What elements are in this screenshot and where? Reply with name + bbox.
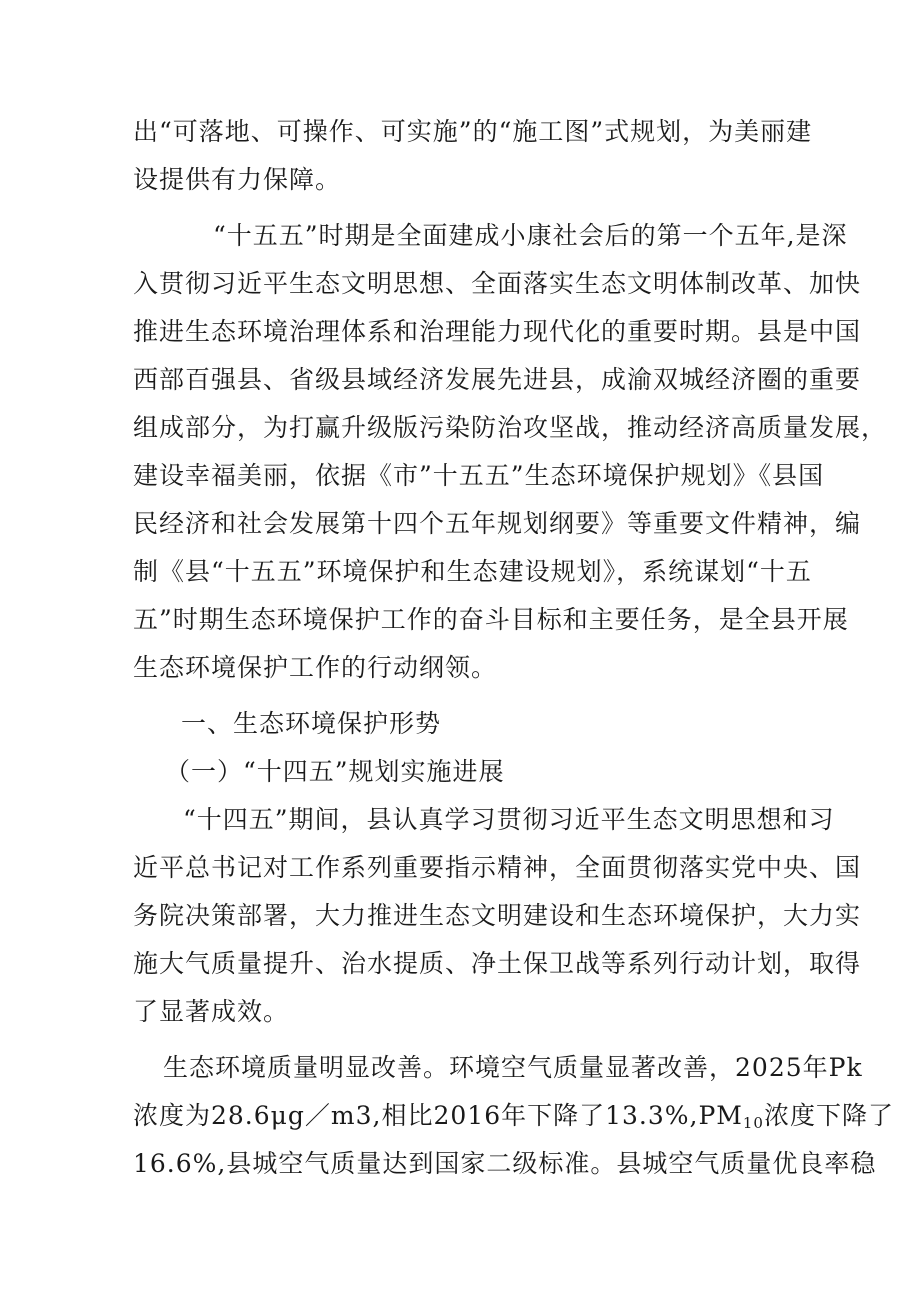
text-line: 民经济和社会发展第十四个五年规划纲要》等重要文件精神，编 — [133, 509, 862, 538]
text-line: 生态环境质量明显改善。环境空气质量显著改善，2025年Pk — [163, 1053, 863, 1082]
paragraph-background — [133, 212, 888, 692]
text-line: 生态环境保护工作的行动纲领。 — [133, 653, 498, 682]
subscript: 10 — [742, 1114, 764, 1132]
section-heading: 一、生态环境保护形势 — [181, 709, 442, 738]
text-line: 西部百强县、省级县域经济发展先进县，成渝双城经济圈的重要 — [133, 365, 862, 394]
text-line: 施大气质量提升、治水提质、净土保卫战等系列行动计划，取得 — [133, 949, 862, 978]
text-line: 五”时期生态环境保护工作的奋斗目标和主要任务，是全县开展 — [133, 605, 849, 634]
text-segment: 浓度下降了 — [763, 1101, 894, 1130]
text-line: 推进生态环境治理体系和治理能力现代化的重要时期。县是中国 — [133, 317, 862, 346]
paragraph-progress — [133, 796, 862, 1036]
paragraph-continuation — [133, 108, 813, 204]
text-line: 制《县“十五五”环境保护和生态建设规划》，系统谋划“十五 — [133, 557, 812, 586]
text-line: 务院决策部署，大力推进生态文明建设和生态环境保护，大力实 — [133, 901, 862, 930]
text-line: “十四五”期间，县认真学习贯彻习近平生态文明思想和习 — [183, 805, 835, 834]
text-segment: 浓度为28.6μg／m3,相比2016年下降了13.3%,PM — [133, 1101, 743, 1130]
paragraph-environment-quality — [133, 1044, 894, 1188]
text-line: “十五五”时期是全面建成小康社会后的第一个五年,是深 — [213, 221, 848, 250]
text-line: 16.6%,县城空气质量达到国家二级标准。县城空气质量优良率稳 — [133, 1149, 877, 1178]
text-line: 设提供有力保障。 — [133, 165, 342, 194]
text-line — [133, 1092, 894, 1140]
text-line: 近平总书记对工作系列重要指示精神，全面贯彻落实党中央、国 — [133, 853, 862, 882]
text-line: 出“可落地、可操作、可实施”的“施工图”式规划，为美丽建 — [133, 117, 813, 146]
text-line: 建设幸福美丽，依据《市”十五五”生态环境保护规划》《县国 — [133, 461, 825, 490]
text-line: 了显著成效。 — [133, 997, 290, 1026]
text-line: 入贯彻习近平生态文明思想、全面落实生态文明体制改革、加快 — [133, 269, 862, 298]
subsection-heading: （一）“十四五”规划实施进展 — [165, 757, 505, 786]
text-line: 组成部分，为打赢升级版污染防治攻坚战，推动经济高质量发展， — [133, 413, 888, 442]
